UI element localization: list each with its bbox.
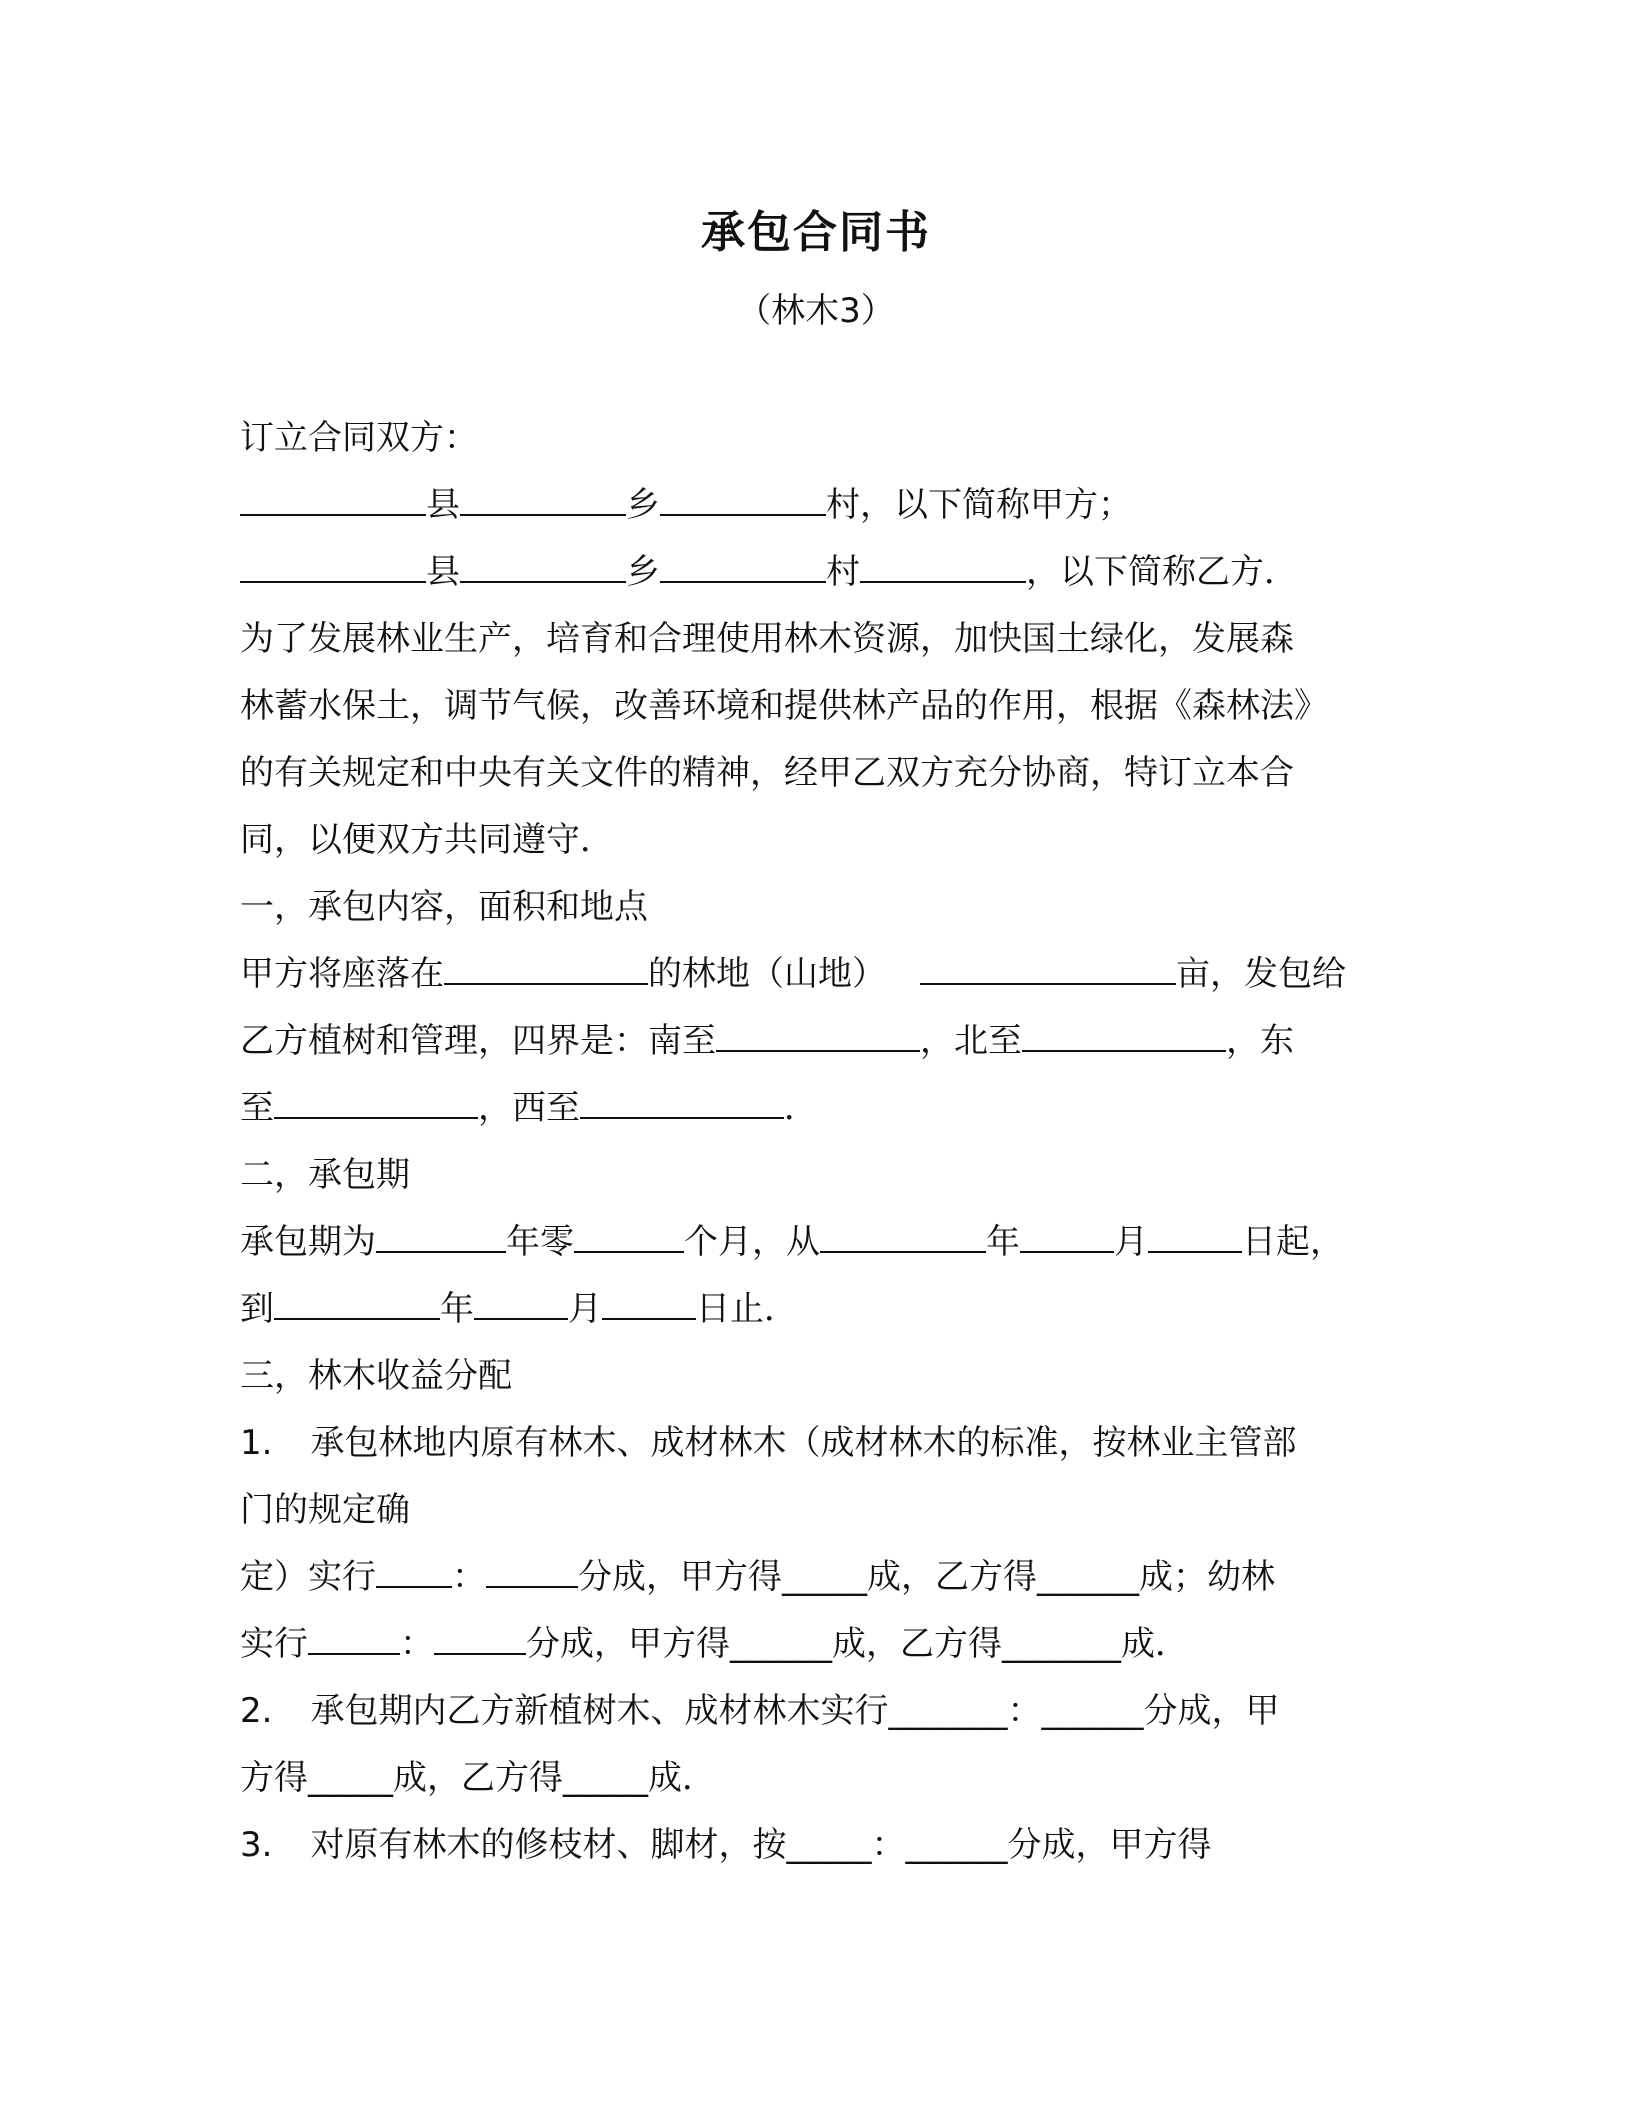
text: 年 bbox=[440, 1289, 474, 1329]
blank-east bbox=[274, 1093, 478, 1119]
section-1-heading: 一，承包内容，面积和地点 bbox=[240, 887, 648, 927]
blank-start-day bbox=[1148, 1227, 1242, 1253]
text: 的林地（山地） bbox=[648, 954, 886, 994]
blank-start-month bbox=[1020, 1227, 1114, 1253]
section-2-heading: 二，承包期 bbox=[240, 1155, 410, 1195]
section-1-line-2 bbox=[240, 1008, 1400, 1075]
text: 日起， bbox=[1242, 1222, 1344, 1262]
item-2-line-2: 方得_____成，乙方得_____成． bbox=[240, 1758, 716, 1798]
blank-end-year bbox=[274, 1294, 440, 1320]
text: 甲方将座落在 bbox=[240, 954, 444, 994]
purpose-line-4: 同，以便双方共同遵守． bbox=[240, 820, 614, 860]
blank-west bbox=[580, 1093, 784, 1119]
text: ，东 bbox=[1226, 1021, 1294, 1061]
blank-village bbox=[660, 490, 826, 516]
item-1-line-2: 门的规定确 bbox=[240, 1490, 410, 1530]
blank-start-year bbox=[820, 1227, 986, 1253]
text: 个月，从 bbox=[684, 1222, 820, 1262]
text: ： bbox=[452, 1557, 486, 1597]
text: 到 bbox=[240, 1289, 274, 1329]
blank-township bbox=[460, 490, 626, 516]
text: 年 bbox=[986, 1222, 1020, 1262]
text: 定）实行 bbox=[240, 1557, 376, 1597]
section-1-line-3 bbox=[240, 1075, 1400, 1142]
text: 承包林地内原有林木、成材林木（成材林木的标准，按林业主管部 bbox=[310, 1423, 1297, 1463]
text: 乡 bbox=[626, 552, 660, 592]
text: 年零 bbox=[506, 1222, 574, 1262]
section-2-line-1 bbox=[240, 1209, 1400, 1276]
text: ． bbox=[784, 1088, 818, 1128]
blank-location bbox=[444, 959, 648, 985]
blank-north bbox=[1022, 1026, 1226, 1052]
text: 村，以下简称甲方； bbox=[826, 485, 1132, 525]
item-1-line-4 bbox=[240, 1611, 1400, 1678]
blank-south bbox=[716, 1026, 920, 1052]
text: 日止． bbox=[696, 1289, 798, 1329]
text: 承包期为 bbox=[240, 1222, 376, 1262]
purpose-line-1: 为了发展林业生产，培育和合理使用林木资源，加快国土绿化，发展森 bbox=[240, 619, 1294, 659]
text: ，以下简称乙方． bbox=[1026, 552, 1298, 592]
text: 月 bbox=[1114, 1222, 1148, 1262]
text: 实行 bbox=[240, 1624, 308, 1664]
purpose-line-2: 林蓄水保土，调节气候，改善环境和提供林产品的作用，根据《森林法》 bbox=[240, 686, 1328, 726]
text: 分成，甲方得_____成，乙方得______成；幼林 bbox=[578, 1557, 1275, 1597]
text: ，北至 bbox=[920, 1021, 1022, 1061]
item-3-line-1 bbox=[240, 1812, 1400, 1879]
item-2-line-1 bbox=[240, 1678, 1400, 1745]
text: 承包期内乙方新植树木、成材林木实行_______：______分成，甲 bbox=[310, 1691, 1280, 1731]
blank-ratio-b bbox=[434, 1629, 526, 1655]
party-a-line bbox=[240, 472, 1400, 539]
text: ，西至 bbox=[478, 1088, 580, 1128]
document-subtitle: （林木3） bbox=[737, 291, 895, 331]
text: 亩，发包给 bbox=[1176, 954, 1346, 994]
item-number: 3. bbox=[240, 1825, 273, 1865]
text: 乡 bbox=[626, 485, 660, 525]
document-body bbox=[240, 405, 1400, 1879]
blank-ratio-a bbox=[308, 1629, 400, 1655]
blank-township bbox=[460, 557, 626, 583]
item-number: 1. bbox=[240, 1423, 273, 1463]
blank-ratio-b bbox=[486, 1562, 578, 1588]
document-title: 承包合同书 bbox=[701, 207, 931, 258]
text: ： bbox=[400, 1624, 434, 1664]
blank-end-month bbox=[474, 1294, 568, 1320]
section-3-heading: 三，林木收益分配 bbox=[240, 1356, 512, 1396]
blank-months bbox=[574, 1227, 684, 1253]
blank-ratio-a bbox=[376, 1562, 452, 1588]
text: 分成，甲方得______成，乙方得_______成． bbox=[526, 1624, 1189, 1664]
section-1-line-1 bbox=[240, 941, 1400, 1008]
text: 县 bbox=[426, 552, 460, 592]
purpose-line-3: 的有关规定和中央有关文件的精神，经甲乙双方充分协商，特订立本合 bbox=[240, 753, 1294, 793]
intro-line: 订立合同双方： bbox=[240, 418, 478, 458]
item-1-line-1 bbox=[240, 1410, 1400, 1477]
item-number: 2. bbox=[240, 1691, 273, 1731]
text: 县 bbox=[426, 485, 460, 525]
text: 月 bbox=[568, 1289, 602, 1329]
text: 对原有林木的修枝材、脚材，按_____：______分成，甲方得 bbox=[310, 1825, 1212, 1865]
text: 乙方植树和管理，四界是：南至 bbox=[240, 1021, 716, 1061]
blank-village bbox=[660, 557, 826, 583]
item-1-line-3 bbox=[240, 1544, 1400, 1611]
blank-end-day bbox=[602, 1294, 696, 1320]
blank-name bbox=[860, 557, 1026, 583]
text: 至 bbox=[240, 1088, 274, 1128]
party-b-line bbox=[240, 539, 1400, 606]
blank-years bbox=[376, 1227, 506, 1253]
text: 村 bbox=[826, 552, 860, 592]
blank-county bbox=[240, 490, 426, 516]
blank-county bbox=[240, 557, 426, 583]
section-2-line-2 bbox=[240, 1276, 1400, 1343]
blank-area bbox=[920, 959, 1176, 985]
